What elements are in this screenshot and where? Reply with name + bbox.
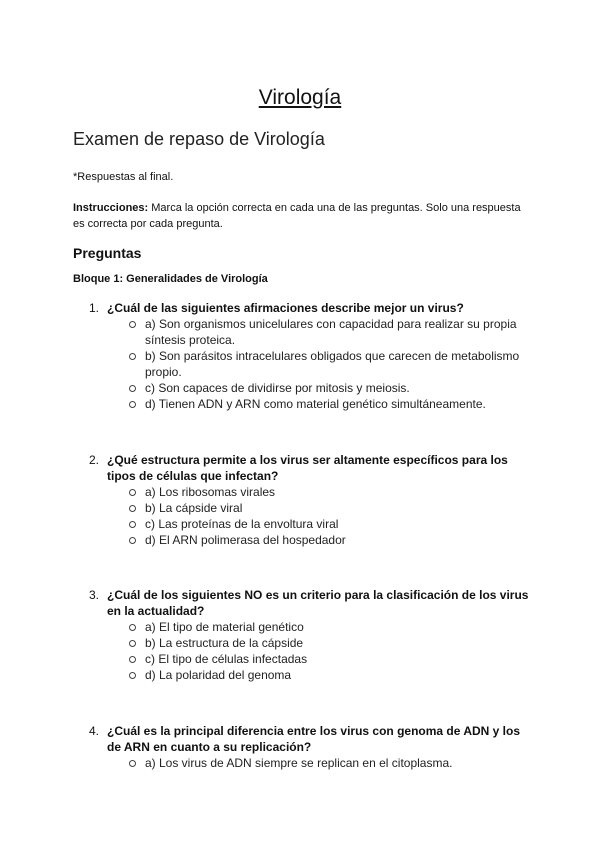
option-item[interactable] (73, 755, 533, 771)
option-item[interactable] (73, 500, 533, 516)
question-text: ¿Cuál de los siguientes NO es un criterio para la clasificación de los virus en la actualidad? (107, 588, 529, 618)
option-item[interactable] (73, 619, 533, 635)
options-list (73, 755, 533, 771)
question-number: 4. (89, 724, 100, 738)
circle-bullet-icon (129, 656, 136, 663)
option-text: b) La cápside viral (145, 501, 243, 515)
option-text: c) Son capaces de dividirse por mitosis y meiosis. (145, 381, 410, 395)
document-title: Virología (258, 86, 342, 109)
circle-bullet-icon (129, 760, 136, 767)
question-2 (73, 452, 533, 548)
document-subtitle: Examen de repaso de Virología (73, 129, 325, 149)
circle-bullet-icon (129, 672, 136, 679)
option-item[interactable] (73, 316, 533, 348)
question-3 (73, 587, 533, 683)
instructions-text: Marca la opción correcta en cada una de las preguntas. Solo una respuesta es correcta por cada pregunta. (73, 202, 521, 230)
instructions-paragraph (73, 200, 533, 232)
question-number: 3. (89, 588, 100, 602)
option-text: a) El tipo de material genético (145, 620, 304, 634)
option-item[interactable] (73, 516, 533, 532)
question-text: ¿Cuál es la principal diferencia entre los virus con genoma de ADN y los de ARN en cuanto a su replicación? (107, 724, 521, 754)
option-text: a) Son organismos unicelulares con capacidad para realizar su propia síntesis proteica. (145, 317, 517, 347)
question-4 (73, 723, 533, 771)
question-header (73, 587, 533, 619)
circle-bullet-icon (129, 385, 136, 392)
instructions-label: Instrucciones: (73, 202, 149, 214)
block-heading: Bloque 1: Generalidades de Virología (73, 273, 268, 285)
question-number: 2. (89, 453, 100, 467)
circle-bullet-icon (129, 321, 136, 328)
option-item[interactable] (73, 348, 533, 380)
circle-bullet-icon (129, 537, 136, 544)
option-item[interactable] (73, 651, 533, 667)
circle-bullet-icon (129, 521, 136, 528)
options-list (73, 316, 533, 412)
question-text: ¿Qué estructura permite a los virus ser altamente específicos para los tipos de células que infectan? (107, 453, 508, 483)
options-list (73, 484, 533, 548)
circle-bullet-icon (129, 624, 136, 631)
option-item[interactable] (73, 532, 533, 548)
option-text: d) La polaridad del genoma (145, 668, 292, 682)
circle-bullet-icon (129, 505, 136, 512)
option-text: d) Tienen ADN y ARN como material genético simultáneamente. (145, 397, 486, 411)
option-item[interactable] (73, 635, 533, 651)
option-item[interactable] (73, 667, 533, 683)
circle-bullet-icon (129, 353, 136, 360)
option-text: b) Son parásitos intracelulares obligados que carecen de metabolismo propio. (145, 349, 520, 379)
circle-bullet-icon (129, 640, 136, 647)
options-list (73, 619, 533, 683)
option-text: c) Las proteínas de la envoltura viral (145, 517, 339, 531)
circle-bullet-icon (129, 489, 136, 496)
question-number: 1. (89, 301, 100, 315)
option-text: c) El tipo de células infectadas (145, 652, 308, 666)
circle-bullet-icon (129, 401, 136, 408)
option-item[interactable] (73, 380, 533, 396)
question-header (73, 300, 533, 316)
option-item[interactable] (73, 396, 533, 412)
option-text: b) La estructura de la cápside (145, 636, 304, 650)
option-item[interactable] (73, 484, 533, 500)
option-text: d) El ARN polimerasa del hospedador (145, 533, 346, 547)
answers-note: *Respuestas al final. (73, 171, 174, 183)
question-text: ¿Cuál de las siguientes afirmaciones describe mejor un virus? (107, 301, 464, 315)
question-header (73, 723, 533, 755)
section-heading: Preguntas (73, 245, 142, 261)
question-header (73, 452, 533, 484)
question-1 (73, 300, 533, 412)
option-text: a) Los ribosomas virales (145, 485, 276, 499)
option-text: a) Los virus de ADN siempre se replican en el citoplasma. (145, 756, 453, 770)
